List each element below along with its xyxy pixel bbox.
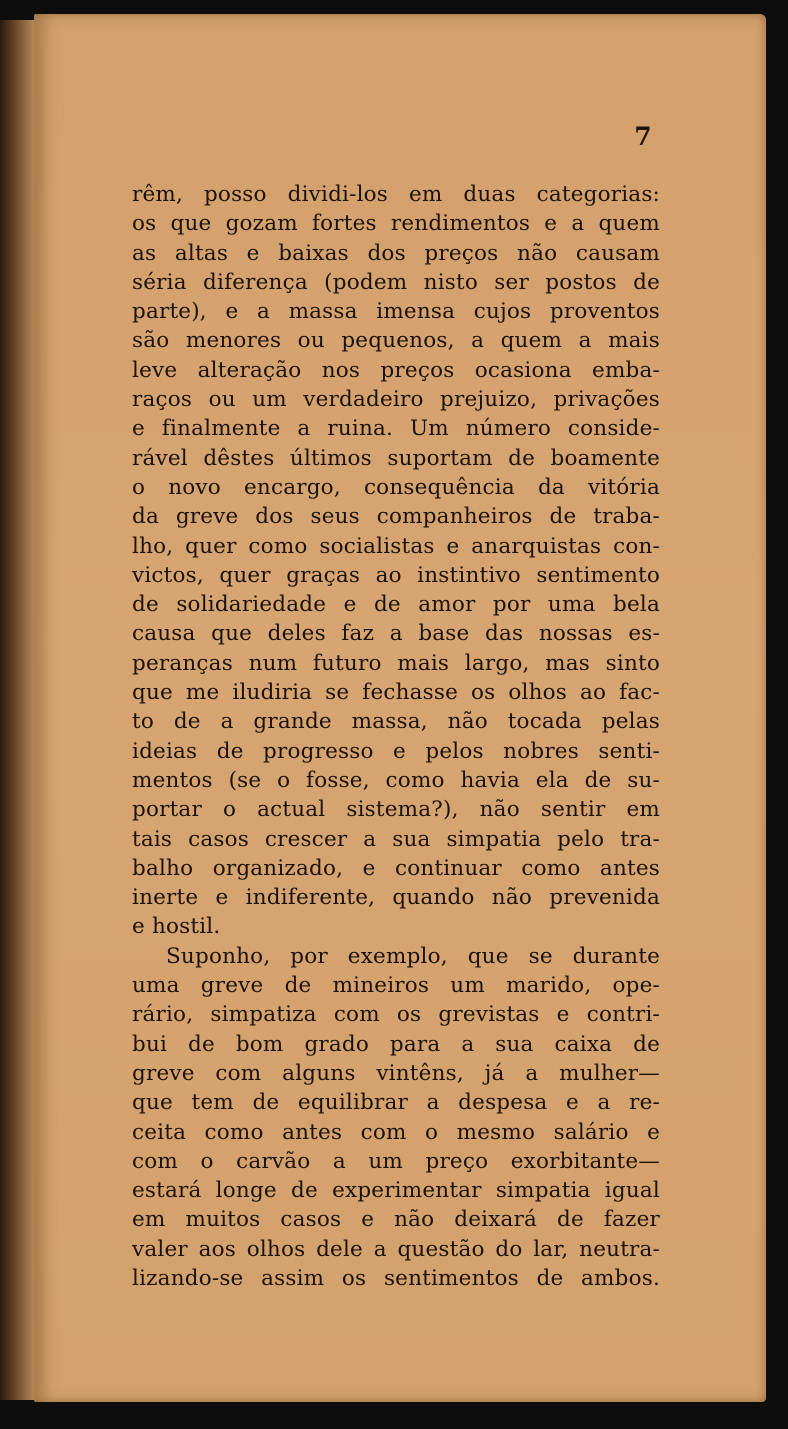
- text-line: são menores ou pequenos, a quem a mais: [132, 328, 660, 354]
- text-line: que me iludiria se fechasse os olhos ao fac-: [132, 680, 660, 706]
- text-line: lizando-se assim os sentimentos de ambos.: [132, 1265, 660, 1291]
- text-line: greve com alguns vintêns, já a mulher—: [132, 1060, 660, 1086]
- text-line: e finalmente a ruina. Um número conside-: [132, 416, 660, 442]
- text-line: os que gozam fortes rendimentos e a quem: [132, 211, 660, 237]
- text-line: em muitos casos e não deixará de fazer: [132, 1207, 660, 1233]
- text-line: que tem de equilibrar a despesa e a re-: [132, 1090, 660, 1116]
- text-line: e hostil.: [132, 914, 221, 940]
- text-line: raços ou um verdadeiro prejuizo, privações: [132, 387, 660, 413]
- page-number: 7: [634, 122, 652, 151]
- text-line: séria diferença (podem nisto ser postos de: [132, 269, 660, 295]
- body-text: [132, 180, 660, 1293]
- text-line: estará longe de experimentar simpatia igual: [132, 1178, 660, 1204]
- text-line: portar o actual sistema?), não sentir em: [132, 797, 660, 823]
- text-line: Suponho, por exemplo, que se durante: [166, 943, 660, 969]
- text-line: tais casos crescer a sua simpatia pelo tra-: [132, 826, 660, 852]
- text-line: to de a grande massa, não tocada pelas: [132, 709, 660, 735]
- text-line: inerte e indiferente, quando não prevenida: [132, 885, 660, 911]
- text-line: parte), e a massa imensa cujos proventos: [132, 299, 660, 325]
- text-line: leve alteração nos preços ocasiona emba-: [132, 357, 660, 383]
- text-line: as altas e baixas dos preços não causam: [132, 240, 660, 266]
- text-line: bui de bom grado para a sua caixa de: [132, 1031, 660, 1057]
- text-line: causa que deles faz a base das nossas es-: [132, 621, 660, 647]
- text-line: peranças num futuro mais largo, mas sinto: [132, 650, 660, 676]
- text-line: rário, simpatiza com os grevistas e contri-: [132, 1002, 660, 1028]
- text-line: da greve dos seus companheiros de traba-: [132, 504, 660, 530]
- text-line: mentos (se o fosse, como havia ela de su-: [132, 767, 660, 793]
- text-line: o novo encargo, consequência da vitória: [132, 474, 660, 500]
- text-line: rável dêstes últimos suportam de boamente: [132, 445, 660, 471]
- text-line: ideias de progresso e pelos nobres senti-: [132, 738, 660, 764]
- text-line: lho, quer como socialistas e anarquistas con-: [132, 533, 660, 559]
- text-line: rêm, posso dividi-los em duas categorias:: [132, 182, 660, 207]
- text-line: uma greve de mineiros um marido, ope-: [132, 973, 660, 999]
- text-line: de solidariedade e de amor por uma bela: [132, 592, 660, 618]
- text-line: ceita como antes com o mesmo salário e: [132, 1119, 660, 1145]
- text-line: com o carvão a um preço exorbitante—: [132, 1148, 660, 1174]
- text-line: victos, quer graças ao instintivo sentimento: [132, 562, 660, 588]
- text-line: balho organizado, e continuar como antes: [132, 855, 660, 881]
- text-line: valer aos olhos dele a questão do lar, neutra-: [132, 1236, 660, 1262]
